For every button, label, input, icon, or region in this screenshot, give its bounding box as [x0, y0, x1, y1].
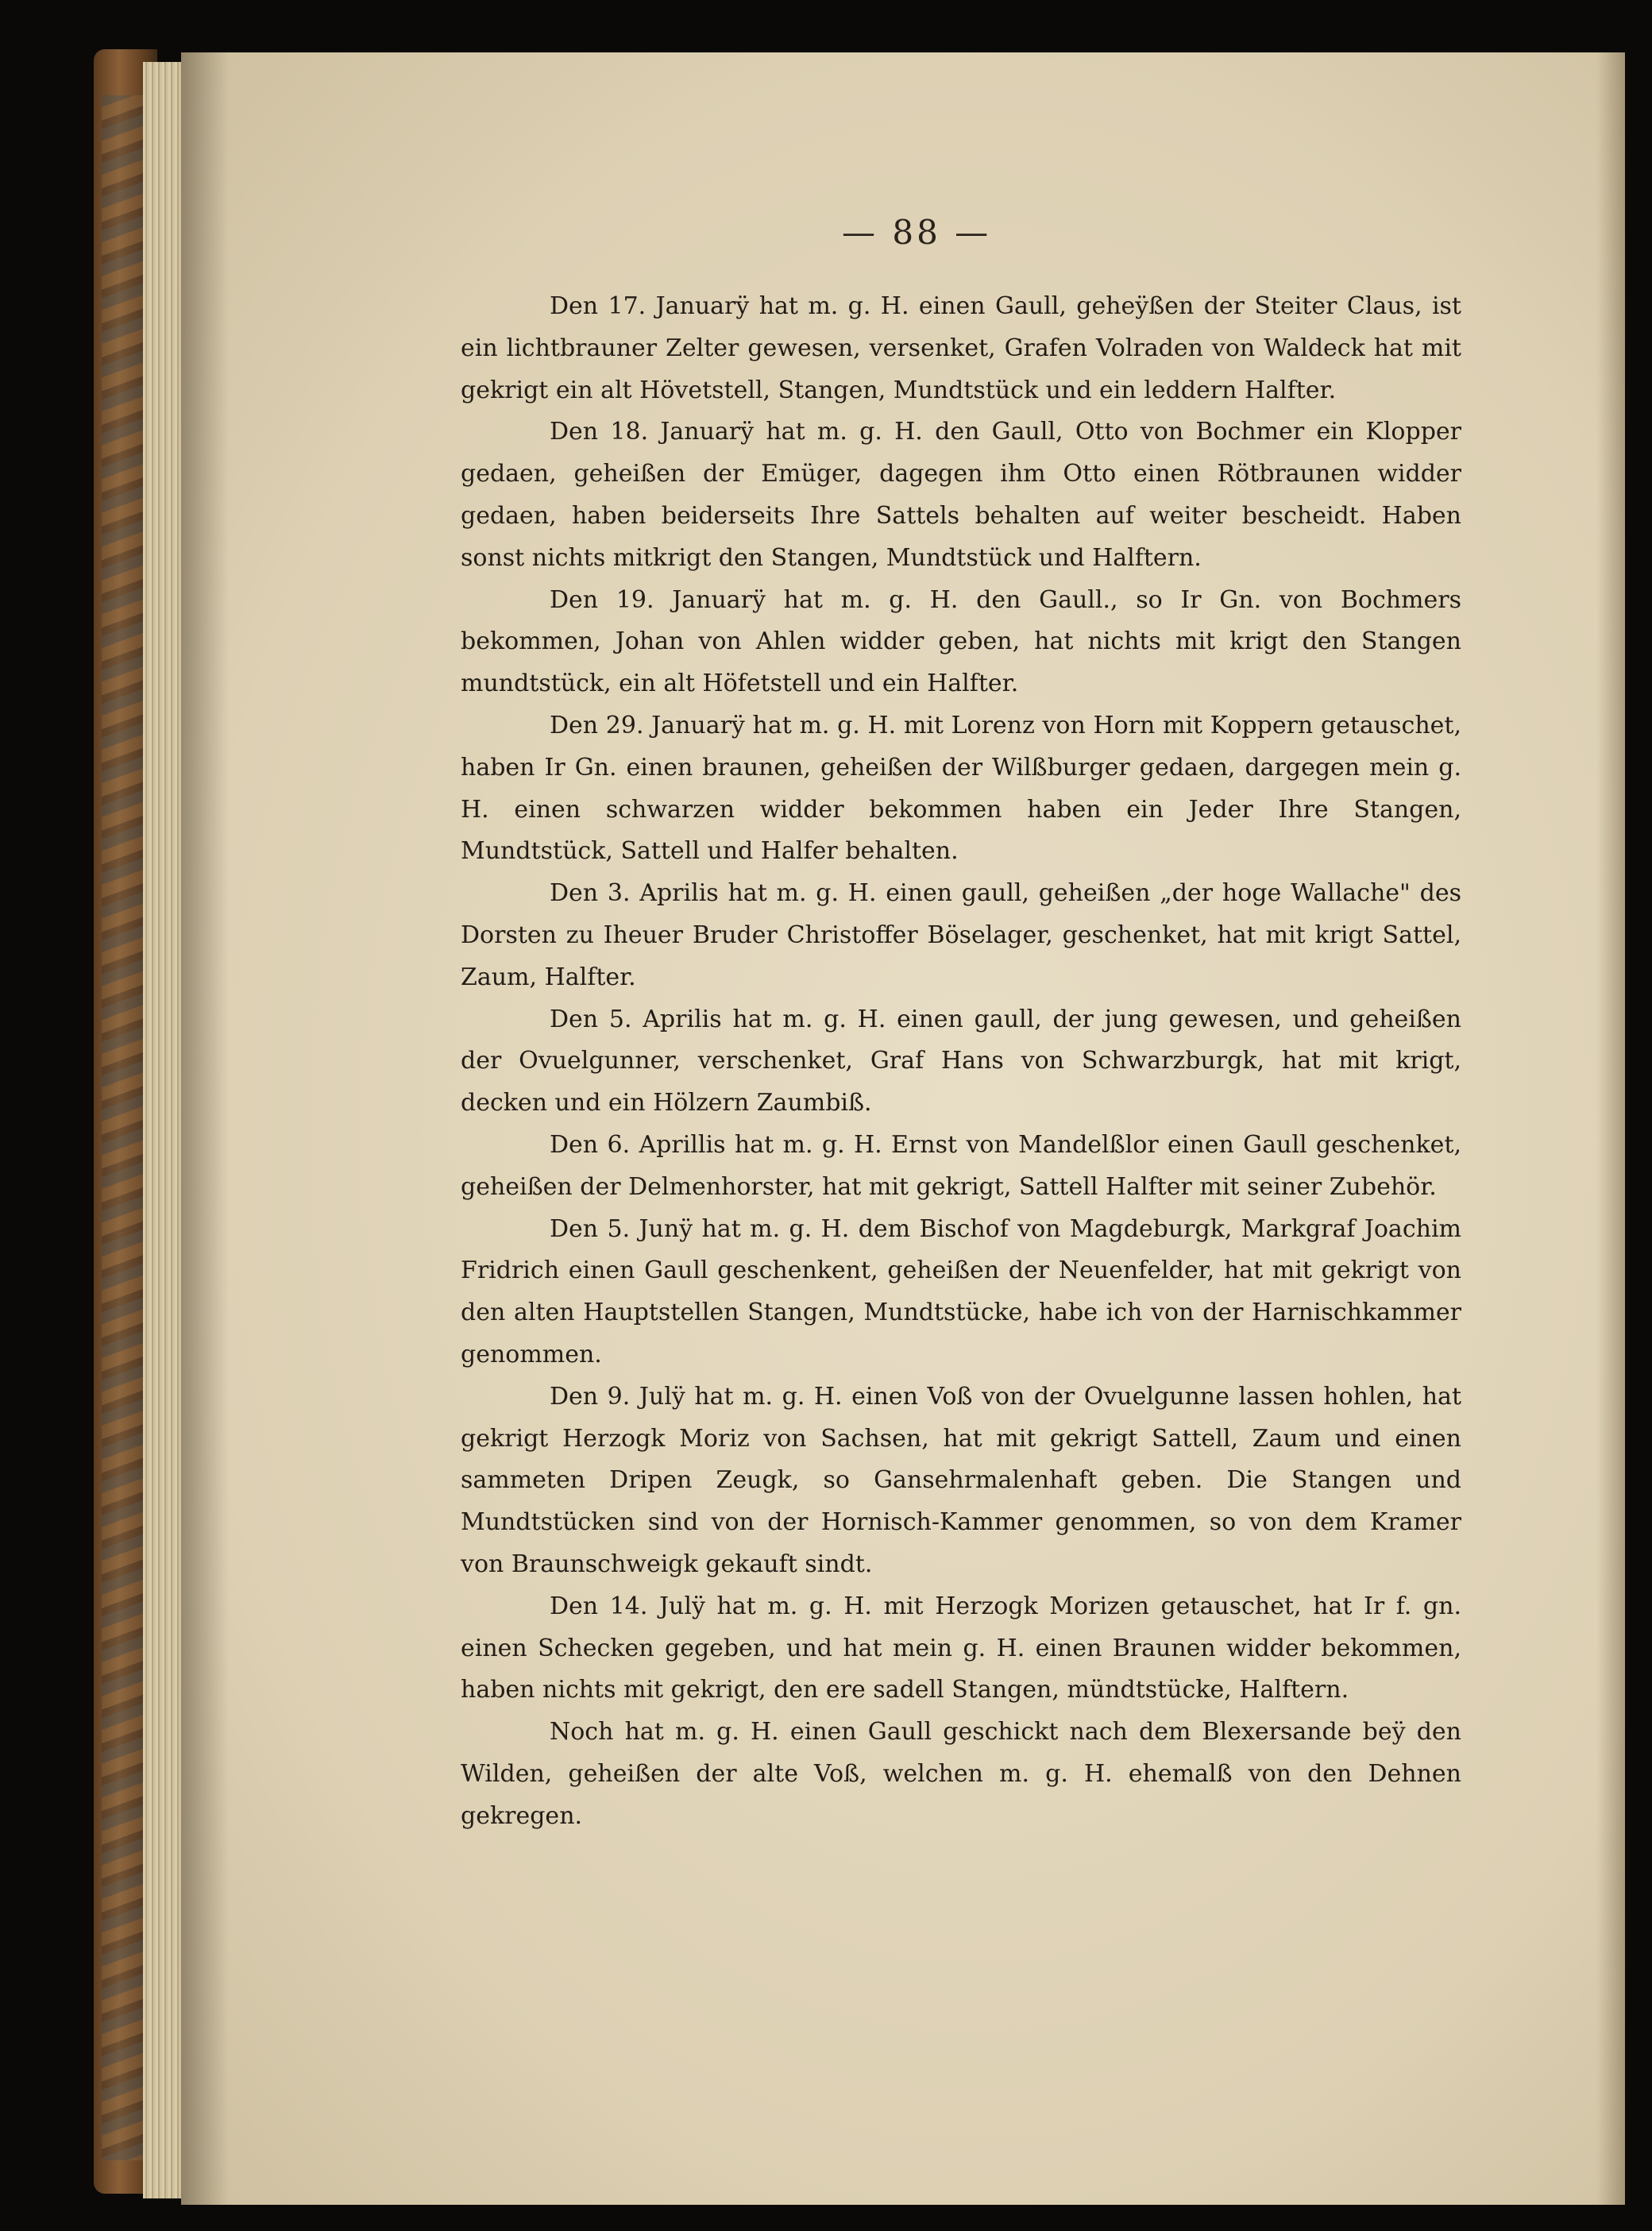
marbled-cover-edge [102, 95, 146, 2160]
paragraph: Den 3. Aprilis hat m. g. H. einen gaull, geheißen „der hoge Wallache" des Dorsten zu Iheuer Bruder Christoffer Böselager, geschenket, hat mit krigt Sattel, Zaum, Halfter. [461, 879, 1461, 991]
paragraph: Noch hat m. g. H. einen Gaull geschickt nach dem Blexersande beÿ den Wilden, geheißen der alte Voß, welchen m. g. H. ehemalß von den Dehnen gekregen. [461, 1718, 1461, 1830]
page-number: — 88 — [842, 213, 992, 252]
paragraph: Den 5. Aprilis hat m. g. H. einen gaull, der jung gewesen, und geheißen der Ovuelgunner, verschenket, Graf Hans von Schwarzburgk, hat mit krigt, decken und ein Hölzern Zaumbiß. [461, 1005, 1461, 1117]
page-text [461, 286, 1461, 1837]
paragraph: Den 6. Aprillis hat m. g. H. Ernst von Mandelßlor einen Gaull geschenket, geheißen der Delmenhorster, hat mit gekrigt, Sattell Halfter mit seiner Zubehör. [461, 1130, 1461, 1201]
paragraph: Den 14. Julÿ hat m. g. H. mit Herzogk Morizen getauschet, hat Ir f. gn. einen Schecken gegeben, und hat mein g. H. einen Braunen widder bekommen, haben nichts mit gekrigt, den ere sadell Stangen, mündtstücke, Halftern. [461, 1592, 1461, 1704]
page-right-edge [1596, 52, 1625, 2205]
paragraph: Den 9. Julÿ hat m. g. H. einen Voß von der Ovuelgunne lassen hohlen, hat gekrigt Herzogk Moriz von Sachsen, hat mit gekrigt Sattell, Zaum und einen sammeten Dripen Zeugk, so Gansehrmalenhaft geben. Die Stangen und Mundtstücken sind von der Hornisch-Kammer genommen, so von dem Kramer von Braunschweigk gekauft sindt. [461, 1382, 1461, 1578]
paragraph: Den 19. Januarÿ hat m. g. H. den Gaull., so Ir Gn. von Bochmers bekommen, Johan von Ahlen widder geben, hat nichts mit krigt den Stangen mundtstück, ein alt Höfetstell und ein Halfter. [461, 585, 1461, 698]
paragraph: Den 17. Januarÿ hat m. g. H. einen Gaull, geheÿßen der Steiter Claus, ist ein lichtbrauner Zelter gewesen, versenket, Grafen Volraden von Waldeck hat mit gekrigt ein alt Hövetstell, Stangen, Mundtstück und ein leddern Halfter. [461, 292, 1461, 404]
paragraph: Den 29. Januarÿ hat m. g. H. mit Lorenz von Horn mit Koppern getauschet, haben Ir Gn. einen braunen, geheißen der Wilßburger gedaen, dargegen mein g. H. einen schwarzen widder bekommen haben ein Jeder Ihre Stangen, Mundtstück, Sattell und Halfer behalten. [461, 711, 1461, 866]
paragraph: Den 5. Junÿ hat m. g. H. dem Bischof von Magdeburgk, Markgraf Joachim Fridrich einen Gaull geschenkent, geheißen der Neuenfelder, hat mit gekrigt von den alten Hauptstellen Stangen, Mundtstücke, habe ich von der Harnischkammer genommen. [461, 1214, 1461, 1368]
gutter-shadow [181, 52, 229, 2205]
paragraph: Den 18. Januarÿ hat m. g. H. den Gaull, Otto von Bochmer ein Klopper gedaen, geheißen der Emüger, dagegen ihm Otto einen Rötbraunen widder gedaen, haben beiderseits Ihre Sattels behalten auf weiter bescheidt. Haben sonst nichts mitkrigt den Stangen, Mundtstück und Halftern. [461, 418, 1461, 572]
